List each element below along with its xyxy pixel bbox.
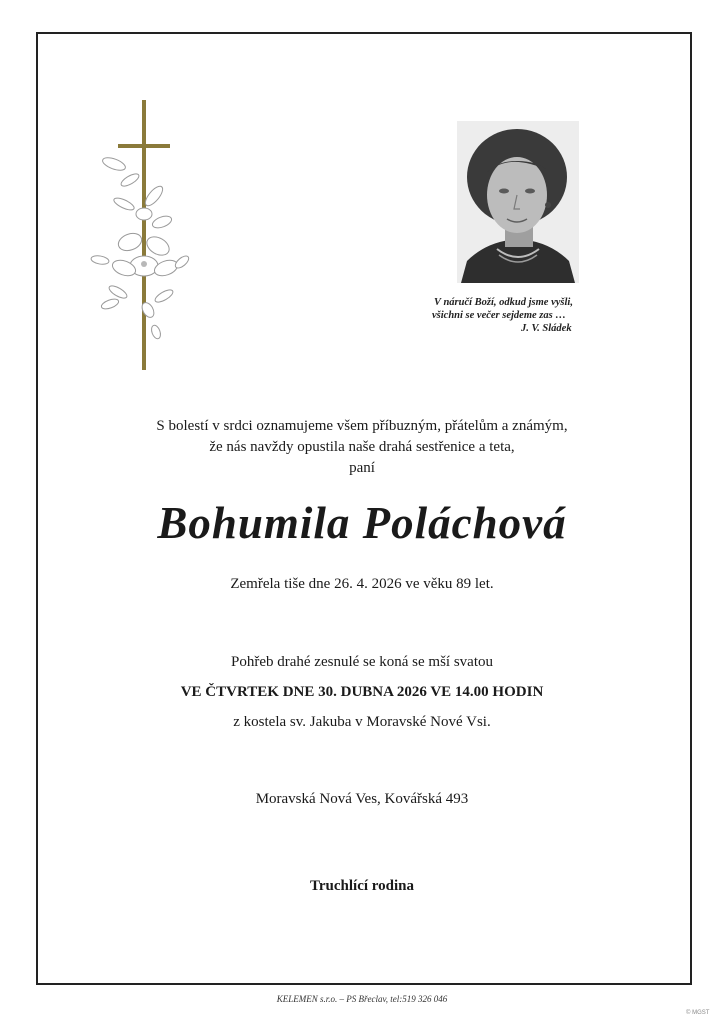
quote-author: J. V. Sládek — [521, 323, 572, 334]
address: Moravská Nová Ves, Kovářská 493 — [255, 791, 469, 807]
quote-line-2: všichni se večer sejdeme zas … — [432, 310, 566, 321]
announcement-line-3: paní — [349, 460, 375, 476]
portrait-photo — [457, 121, 579, 283]
family-signature: Truchlící rodina — [309, 878, 415, 894]
epigraph-quote — [418, 296, 618, 335]
funeral-place: z kostela sv. Jakuba v Moravské Nové Vsi. — [233, 714, 491, 730]
deceased-name: Bohumila Poláchová — [157, 498, 567, 548]
funeral-datetime: VE ČTVRTEK DNE 30. DUBNA 2026 VE 14.00 HODIN — [180, 684, 544, 700]
copyright-mark: © MGST — [686, 1010, 710, 1016]
funeral-intro: Pohřeb drahé zesnulé se koná se mší svatou — [230, 654, 494, 670]
announcement-line-1: S bolestí v srdci oznamujeme všem příbuzným, přátelům a známým, — [156, 418, 568, 434]
announcement-line-2: že nás navždy opustila naše drahá sestřenice a teta, — [209, 439, 515, 455]
quote-line-1: V náručí Boží, odkud jsme vyšli, — [434, 297, 573, 308]
cross-with-lilies-icon — [84, 96, 196, 376]
death-info: Zemřela tiše dne 26. 4. 2026 ve věku 89 let. — [230, 576, 494, 592]
footer-funeral-service: KELEMEN s.r.o. – PS Břeclav, tel:519 326 046 — [276, 994, 448, 1004]
